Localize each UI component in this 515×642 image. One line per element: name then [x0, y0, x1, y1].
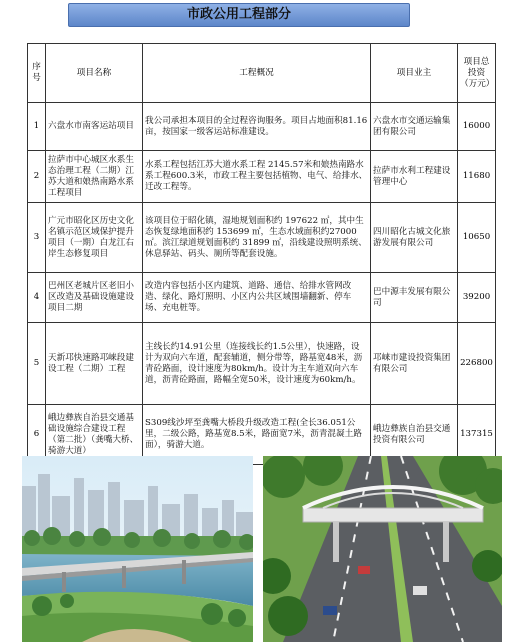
table-header-row	[28, 44, 496, 103]
cell-name: 六盘水市南客运站项目	[46, 103, 143, 151]
header-investment: 项目总投资（万元）	[458, 44, 496, 103]
table-row	[28, 323, 496, 405]
cell-name: 巴州区老城片区老旧小区改造及基础设施建设项目二期	[46, 273, 143, 323]
header-name: 项目名称	[46, 44, 143, 103]
cell-owner: 峨边彝族自治县交通投资有限公司	[371, 405, 458, 465]
river-park-illustration	[22, 456, 253, 642]
section-title-banner	[68, 3, 410, 27]
cell-desc: 我公司承担本项目的全过程咨询服务。项目占地面积81.16亩，按国家一级客运站标准建设。	[143, 103, 371, 151]
cell-desc: 改造内容包括小区内建筑、道路、通信、给排水管网改造、绿化、路灯照明、小区内公共区域围墙翻新、停车场、充电桩等。	[143, 273, 371, 323]
table-row	[28, 151, 496, 203]
cell-desc: S309线沙坪至龚嘴大桥段升级改造工程(全长36.051公里，二级公路，路基宽8.5米，路面宽7米，沥青混凝土路面），骑游大道。	[143, 405, 371, 465]
cell-name: 峨边彝族自治县交通基础设施综合建设工程（第二批）（龚嘴大桥、骑游大道）	[46, 405, 143, 465]
cell-no: 6	[28, 405, 46, 465]
cell-investment: 10650	[458, 203, 496, 273]
river-park-photo	[22, 456, 253, 642]
header-owner: 项目业主	[371, 44, 458, 103]
cell-no: 1	[28, 103, 46, 151]
cell-no: 5	[28, 323, 46, 405]
cell-owner: 六盘水市交通运输集团有限公司	[371, 103, 458, 151]
cell-investment: 11680	[458, 151, 496, 203]
cell-desc: 水系工程包括江苏大道水系工程 2145.57米和娘热南路水系工程600.3米，市政工程主要包括植物、电气、给排水、迁改工程等。	[143, 151, 371, 203]
cell-name: 拉萨市中心城区水系生态治理工程（二期）江苏大道和娘热南路水系工程项目	[46, 151, 143, 203]
cell-name: 广元市昭化区历史文化名镇示范区域保护提升项目（一期）白龙江右岸生态修复项目	[46, 203, 143, 273]
road-overpass-photo	[263, 456, 502, 642]
cell-no: 4	[28, 273, 46, 323]
cell-investment: 137315	[458, 405, 496, 465]
project-table	[27, 43, 496, 465]
cell-no: 3	[28, 203, 46, 273]
cell-owner: 拉萨市水利工程建设管理中心	[371, 151, 458, 203]
header-no: 序号	[28, 44, 46, 103]
cell-no: 2	[28, 151, 46, 203]
cell-name: 天新邛快速路邛崃段建设工程（二期）工程	[46, 323, 143, 405]
cell-desc: 主线长约14.91公里（连接线长约1.5公里），快速路，设计为双向六车道，配套辅道，侧分带等，路基宽48米，沥青砼路面，设计速度为80km/h。设计为主车道双向六车道，沥青砼路面，路幅全宽50米，设计速度为60km/h。	[143, 323, 371, 405]
cell-investment: 16000	[458, 103, 496, 151]
cell-owner: 四川昭化古城文化旅游发展有限公司	[371, 203, 458, 273]
section-title: 市政公用工程部分	[186, 7, 291, 22]
cell-desc: 该项目位于昭化镇，湿地规划面积约 197622 ㎡，其中生态恢复绿地面积约 153699 ㎡，生态水域面积约27000 ㎡。滨江绿道规划面积约 31899 ㎡，沿线建设照明系统、休息驿站、码头、厕所等配套设施。	[143, 203, 371, 273]
cell-owner: 巴中源丰发展有限公司	[371, 273, 458, 323]
table-row	[28, 103, 496, 151]
road-overpass-illustration	[263, 456, 502, 642]
cell-investment: 226800	[458, 323, 496, 405]
project-photos	[22, 456, 502, 642]
table-row	[28, 273, 496, 323]
cell-owner: 邛崃市建设投资集团有限公司	[371, 323, 458, 405]
cell-investment: 39200	[458, 273, 496, 323]
header-desc: 工程概况	[143, 44, 371, 103]
table-row	[28, 203, 496, 273]
